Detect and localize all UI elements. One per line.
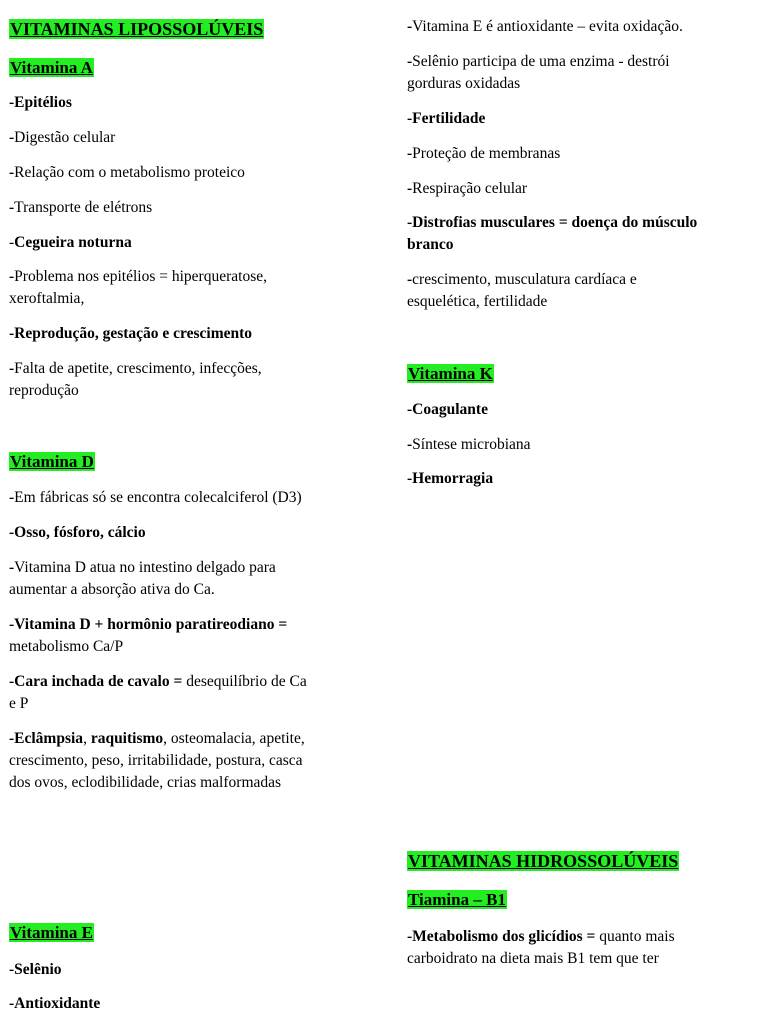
cara-item-cont: e P: [9, 695, 29, 712]
osso-item: -Osso, fósforo, cálcio: [9, 524, 146, 541]
atua-item-cont: aumentar a absorção ativa do Ca.: [9, 581, 215, 598]
vitamina-k-title: Vitamina K: [408, 364, 493, 383]
respiracao-item: -Respiração celular: [407, 180, 528, 197]
hemorragia-item: -Hemorragia: [407, 470, 494, 487]
cegueira-item: -Cegueira noturna: [9, 234, 132, 251]
fertilidade-item: -Fertilidade: [407, 110, 486, 127]
problema-item: -Problema nos epitélios = hiperqueratose,: [9, 268, 267, 285]
fabricas-item: -Em fábricas só se encontra colecalciferol (D3): [9, 489, 302, 506]
atua-item: -Vitamina D atua no intestino delgado para: [9, 559, 276, 576]
sintese-item: -Síntese microbiana: [407, 436, 531, 453]
digestao-item: -Digestão celular: [9, 129, 116, 146]
vitamina-e-title: Vitamina E: [10, 923, 93, 942]
heading-lipossoluveis: VITAMINAS LIPOSSOLÚVEIS: [10, 19, 264, 39]
crescimento-item: -crescimento, musculatura cardíaca e: [407, 271, 637, 288]
antioxidante-item: -Antioxidante: [9, 995, 101, 1012]
hormonio-item-cont: metabolismo Ca/P: [9, 638, 124, 655]
epitelios-item: -Epitélios: [9, 94, 72, 111]
falta-item-cont: reprodução: [9, 382, 79, 399]
vitamina-d-title: Vitamina D: [10, 452, 94, 471]
eclampsia-item-cont: crescimento, peso, irritabilidade, postura, casca: [9, 752, 303, 769]
eclampsia-item: -Eclâmpsia, raquitismo, osteomalacia, apetite,: [9, 730, 305, 747]
tiamina-title: Tiamina – B1: [408, 890, 506, 909]
eclampsia-item-cont: dos ovos, eclodibilidade, crias malformadas: [9, 774, 282, 791]
metabolismo-item: -Metabolismo dos glicídios = quanto mais: [407, 928, 675, 945]
reproducao-item: -Reprodução, gestação e crescimento: [9, 325, 253, 342]
vitamina-a-title: Vitamina A: [10, 58, 93, 77]
metabolismo-item-cont: carboidrato na dieta mais B1 tem que ter: [407, 950, 659, 967]
falta-item: -Falta de apetite, crescimento, infecções,: [9, 360, 262, 377]
selenio-enzima-item: -Selênio participa de uma enzima - destrói: [407, 53, 670, 70]
selenio-enzima-item-cont: gorduras oxidadas: [407, 75, 521, 92]
problema-item-cont: xeroftalmia,: [9, 290, 85, 307]
selenio-item: -Selênio: [9, 961, 62, 978]
vitamina-e-antiox-item: -Vitamina E é antioxidante – evita oxidação.: [407, 18, 683, 35]
cara-item: -Cara inchada de cavalo = desequilíbrio de Ca: [9, 673, 307, 690]
relacao-item: -Relação com o metabolismo proteico: [9, 164, 245, 181]
protecao-item: -Proteção de membranas: [407, 145, 561, 162]
hormonio-item: -Vitamina D + hormônio paratireodiano =: [9, 616, 288, 633]
heading-hidrossoluveis: VITAMINAS HIDROSSOLÚVEIS: [408, 851, 679, 871]
distrofias-item: -Distrofias musculares = doença do músculo: [407, 214, 698, 231]
transporte-item: -Transporte de elétrons: [9, 199, 153, 216]
distrofias-item-cont: branco: [407, 236, 454, 253]
coagulante-item: -Coagulante: [407, 401, 488, 418]
crescimento-item-cont: esquelética, fertilidade: [407, 293, 548, 310]
